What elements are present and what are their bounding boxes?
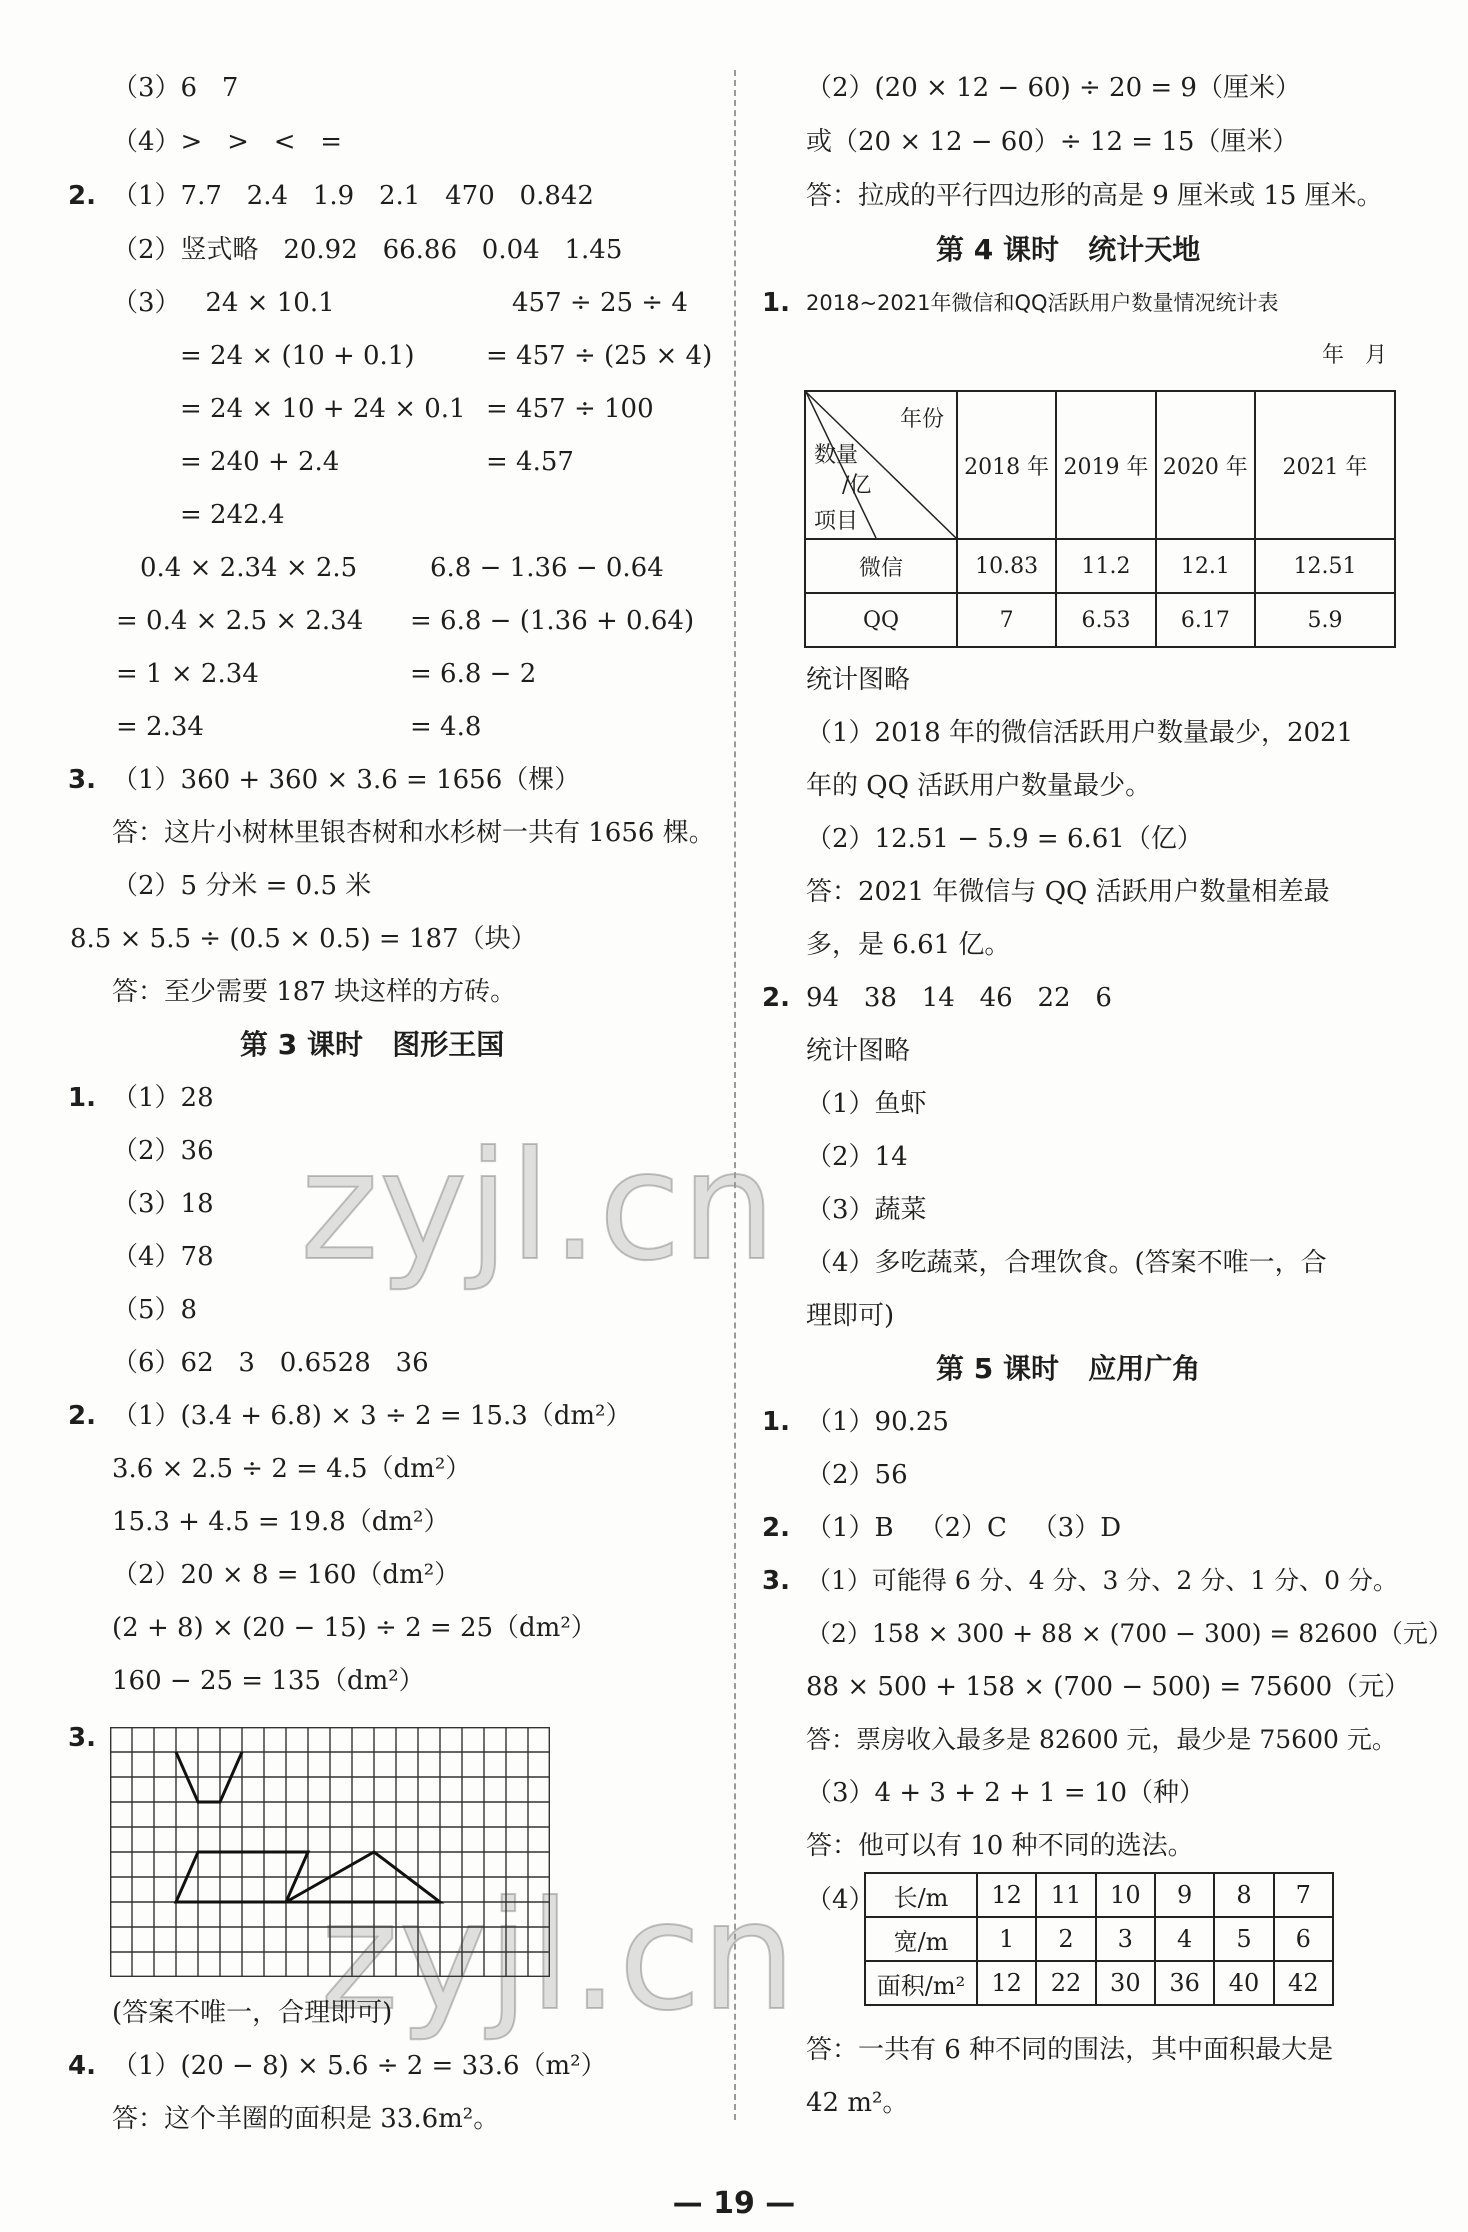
row-label: 面积/m² [865,1961,977,2005]
text-line: 答：2021 年微信与 QQ 活跃用户数量相差最 [806,877,1330,907]
text-line: 答：这片小树林里银杏树和水杉树一共有 1656 棵。 [112,818,715,848]
table-corner-cell [805,391,957,539]
text-line: = 6.8 − 2 [410,659,537,689]
table-cell: 6.17 [1156,593,1255,647]
text-line: （3）蔬菜 [806,1195,927,1225]
corner-year-label: 年份 [899,407,944,432]
text-line: = 1 × 2.34 [116,659,259,689]
corner-unit-label: /亿 [842,473,872,498]
table-cell: 40 [1214,1961,1273,2005]
text-line: 统计图略 [806,665,911,695]
section-heading: 第 4 课时 统计天地 [936,233,1201,266]
table-cell: 2 [1036,1917,1095,1961]
table-cell: 11.2 [1056,539,1155,593]
table-cell: 36 [1155,1961,1214,2005]
question-number: 3. [68,1723,96,1753]
corner-qty-label: 数量 [814,443,859,468]
table-cell: 30 [1096,1961,1155,2005]
section-heading: 第 5 课时 应用广角 [936,1352,1201,1385]
text-line: = 2.34 [116,712,204,742]
table-cell: 8 [1214,1873,1273,1917]
year-header: 2019 年 [1056,391,1155,539]
text-line: （1）(3.4 + 6.8) × 3 ÷ 2 = 15.3（dm²） [112,1401,632,1431]
watermark-top: zyjl.cn [300,1120,777,1294]
text-line: （1）(20 − 8) × 5.6 ÷ 2 = 33.6（m²） [112,2051,607,2081]
table-cell: 6.53 [1056,593,1155,647]
text-line: （2）56 [806,1460,908,1490]
table-cell: 5.9 [1255,593,1395,647]
corner-item-label: 项目 [814,509,859,534]
text-line: 94 38 14 46 22 6 [806,983,1112,1013]
text-line: （1）B （2）C （3）D [806,1513,1122,1543]
row-label: 宽/m [865,1917,977,1961]
text-line: （4） [806,1885,875,1915]
table-cell: 11 [1036,1873,1095,1917]
text-line: 或（20 × 12 − 60）÷ 12 = 15（厘米） [806,127,1299,157]
year-header: 2018 年 [957,391,1056,539]
text-line: （2）20 × 8 = 160（dm²） [112,1560,461,1590]
text-line: 理即可) [806,1301,895,1331]
text-line: (答案不唯一，合理即可) [112,1998,393,2028]
area-table [864,1872,1334,2006]
text-line: = 24 × (10 + 0.1) [180,341,415,371]
text-line: = 6.8 − (1.36 + 0.64) [410,606,695,636]
text-line: 答：票房收入最多是 82600 元，最少是 75600 元。 [806,1725,1397,1754]
answer-grid-figure [110,1727,550,1977]
text-line: （5）8 [112,1295,198,1325]
question-number: 2. [762,983,790,1013]
text-line: （1）鱼虾 [806,1089,927,1119]
text-line: 答：他可以有 10 种不同的选法。 [806,1831,1194,1861]
text-line: = 457 ÷ 100 [486,394,654,424]
watermark-bottom: zyjl.cn [320,1870,797,2044]
table-cell: 12 [977,1873,1036,1917]
text-line: 15.3 + 4.5 = 19.8（dm²） [112,1507,450,1537]
text-line: （3）4 + 3 + 2 + 1 = 10（种） [806,1778,1206,1808]
row-label: 微信 [805,539,957,593]
page-number: — 19 — [672,2186,796,2221]
text-line: （4）多吃蔬菜，合理饮食。(答案不唯一，合 [806,1248,1327,1278]
text-line: 0.4 × 2.34 × 2.5 [140,553,358,583]
text-line: 多，是 6.61 亿。 [806,930,1011,960]
text-line: （1）2018 年的微信活跃用户数量最少，2021 [806,718,1354,748]
text-line: 统计图略 [806,1036,911,1066]
table-cell: 6 [1274,1917,1333,1961]
text-line: 88 × 500 + 158 × (700 − 500) = 75600（元） [806,1672,1411,1702]
text-line: （2）14 [806,1142,908,1172]
question-number: 1. [762,288,790,318]
text-line: （1）360 + 360 × 3.6 = 1656（棵） [112,765,581,795]
text-line: （4）78 [112,1242,214,1272]
section-heading: 第 3 课时 图形王国 [240,1028,505,1061]
table-cell: 12.51 [1255,539,1395,593]
text-line: （1）28 [112,1083,214,1113]
table-cell: 12 [977,1961,1036,2005]
column-divider [734,70,736,2120]
table-cell: 1 [977,1917,1036,1961]
year-header: 2021 年 [1255,391,1395,539]
question-number: 1. [762,1407,790,1437]
text-line: 答：至少需要 187 块这样的方砖。 [112,977,517,1007]
text-line: （6）62 3 0.6528 36 [112,1348,429,1378]
table-cell: 42 [1274,1961,1333,2005]
text-line: （2）竖式略 20.92 66.86 0.04 1.45 [112,235,623,265]
question-number: 2. [762,1513,790,1543]
table-cell: 12.1 [1156,539,1255,593]
text-line: = 240 + 2.4 [180,447,340,477]
text-line: （2）5 分米 = 0.5 米 [112,871,372,901]
table-cell: 10 [1096,1873,1155,1917]
question-number: 1. [68,1083,96,1113]
text-line: （1）7.7 2.4 1.9 2.1 470 0.842 [112,181,594,211]
row-label: QQ [805,593,957,647]
text-line: = 4.57 [486,447,574,477]
row-label: 长/m [865,1873,977,1917]
text-line: = 24 × 10 + 24 × 0.1 [180,394,466,424]
text-line: （4）> > < = [112,127,343,157]
year-header: 2020 年 [1156,391,1255,539]
text-line: 6.8 − 1.36 − 0.64 [430,553,664,583]
table-date: 年 月 [1322,343,1387,368]
text-line: 答：这个羊圈的面积是 33.6m²。 [112,2104,500,2134]
text-line: 8.5 × 5.5 ÷ (0.5 × 0.5) = 187（块） [70,924,537,954]
text-line: 457 ÷ 25 ÷ 4 [512,288,688,318]
table-cell: 7 [1274,1873,1333,1917]
text-line: （3）6 7 [112,73,239,103]
table-cell: 5 [1214,1917,1273,1961]
stats-table [804,390,1396,648]
table-cell: 10.83 [957,539,1056,593]
text-line: = 4.8 [410,712,482,742]
text-line: （1）90.25 [806,1407,949,1437]
text-line: （3） 24 × 10.1 [112,288,335,318]
question-number: 3. [68,765,96,795]
text-line: （2）36 [112,1136,214,1166]
grid-lines [110,1727,550,1977]
text-line: （2）12.51 − 5.9 = 6.61（亿） [806,824,1203,854]
text-line: （1）可能得 6 分、4 分、3 分、2 分、1 分、0 分。 [806,1566,1398,1595]
text-line: = 0.4 × 2.5 × 2.34 [116,606,364,636]
text-line: = 457 ÷ (25 × 4) [486,341,713,371]
text-line: 答：一共有 6 种不同的围法，其中面积最大是 [806,2035,1334,2065]
question-number: 2. [68,181,96,211]
text-line: 160 − 25 = 135（dm²） [112,1666,425,1696]
text-line: 42 m²。 [806,2088,909,2118]
table-cell: 9 [1155,1873,1214,1917]
text-line: 年的 QQ 活跃用户数量最少。 [806,771,1152,801]
text-line: 3.6 × 2.5 ÷ 2 = 4.5（dm²） [112,1454,472,1484]
text-line: = 242.4 [180,500,285,530]
text-line: (2 + 8) × (20 − 15) ÷ 2 = 25（dm²） [112,1613,597,1643]
table-cell: 22 [1036,1961,1095,2005]
question-number: 4. [68,2051,96,2081]
table-cell: 7 [957,593,1056,647]
question-number: 3. [762,1566,790,1596]
text-line: （3）18 [112,1189,214,1219]
table-title: 2018~2021年微信和QQ活跃用户数量情况统计表 [806,291,1279,315]
question-number: 2. [68,1401,96,1431]
text-line: （2）158 × 300 + 88 × (700 − 300) = 82600（元） [806,1619,1453,1648]
text-line: （2）(20 × 12 − 60) ÷ 20 = 9（厘米） [806,73,1301,103]
table-cell: 4 [1155,1917,1214,1961]
text-line: 答：拉成的平行四边形的高是 9 厘米或 15 厘米。 [806,181,1383,211]
table-cell: 3 [1096,1917,1155,1961]
